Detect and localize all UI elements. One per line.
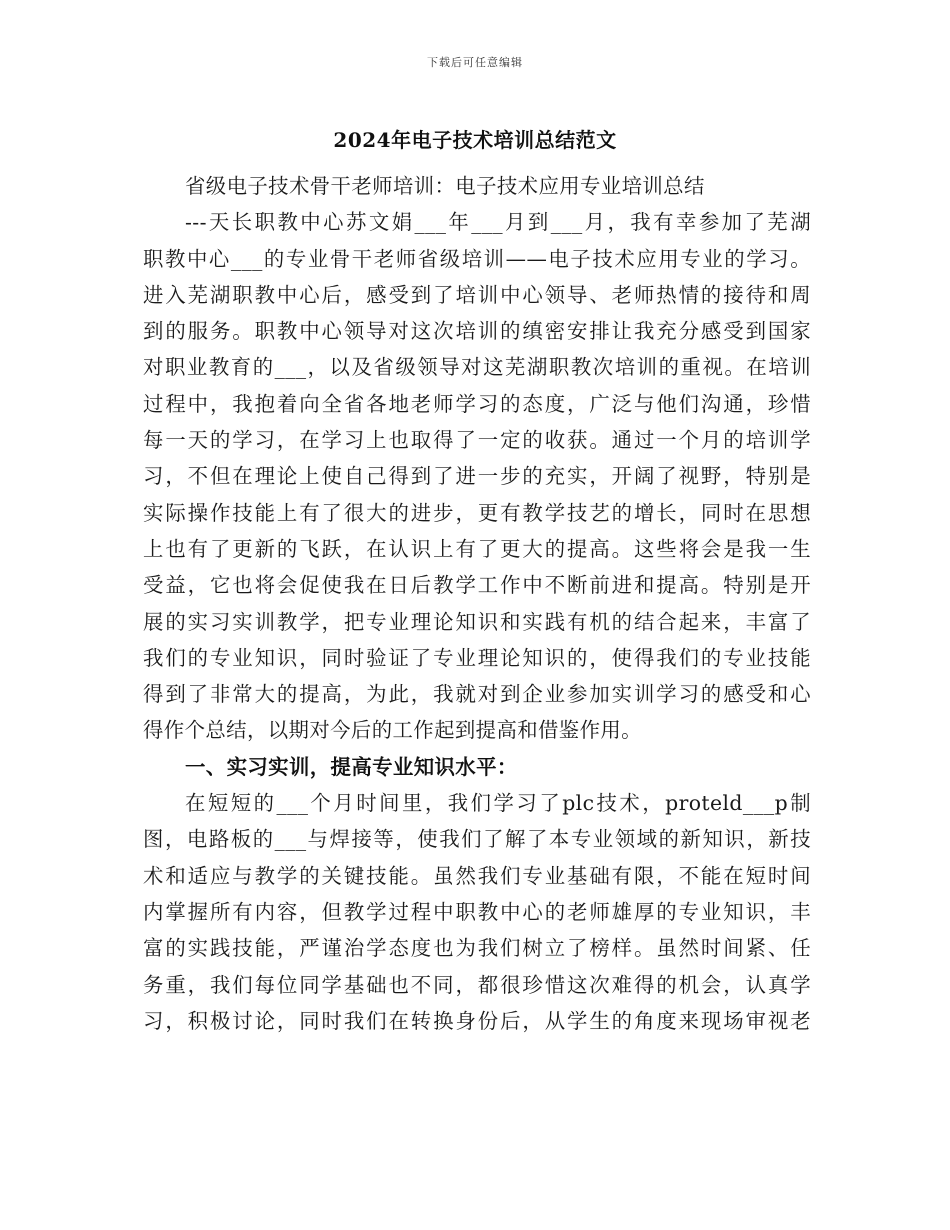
- paragraph-line: 富的实践技能，严谨治学态度也为我们树立了榜样。虽然时间紧、任: [143, 936, 811, 961]
- header-note: 下载后可任意编辑: [427, 56, 523, 69]
- paragraph-line: 得到了非常大的提高，为此，我就对到企业参加实训学习的感受和心: [143, 682, 811, 707]
- paragraph-line: 对职业教育的___，以及省级领导对这芜湖职教次培训的重视。在培训: [143, 355, 811, 380]
- paragraph-line: 过程中，我抱着向全省各地老师学习的态度，广泛与他们沟通，珍惜: [143, 391, 811, 416]
- section-heading: 一、实习实训，提高专业知识水平：: [185, 754, 518, 779]
- paragraph-line: 习，积极讨论，同时我们在转换身份后，从学生的角度来现场审视老: [143, 1008, 811, 1033]
- document-title: 2024年电子技术培训总结范文: [333, 128, 617, 152]
- paragraph-line: 省级电子技术骨干老师培训：电子技术应用专业培训总结: [185, 174, 705, 198]
- paragraph-line: 图，电路板的___与焊接等，使我们了解了本专业领域的新知识，新技: [143, 827, 811, 852]
- document-body: [143, 168, 811, 1039]
- paragraph-line: 上也有了更新的飞跃，在认识上有了更大的提高。这些将会是我一生: [143, 536, 811, 561]
- paragraph-line: 得作个总结，以期对今后的工作起到提高和借鉴作用。: [143, 718, 642, 743]
- paragraph-line: 进入芜湖职教中心后，感受到了培训中心领导、老师热情的接待和周: [143, 282, 811, 307]
- paragraph-line: 到的服务。职教中心领导对这次培训的缜密安排让我充分感受到国家: [143, 319, 811, 344]
- paragraph-line: 我们的专业知识，同时验证了专业理论知识的，使得我们的专业技能: [143, 645, 811, 670]
- paragraph-line: 内掌握所有内容，但教学过程中职教中心的老师雄厚的专业知识，丰: [143, 899, 811, 924]
- paragraph-line: 每一天的学习，在学习上也取得了一定的收获。通过一个月的培训学: [143, 428, 811, 453]
- paragraph-line: 职教中心___的专业骨干老师省级培训——电子技术应用专业的学习。: [143, 246, 811, 271]
- paragraph-line: 术和适应与教学的关键技能。虽然我们专业基础有限，不能在短时间: [143, 863, 811, 888]
- paragraph-line: ---天长职教中心苏文娟___年___月到___月，我有幸参加了芜湖: [185, 210, 811, 235]
- paragraph-line: 务重，我们每位同学基础也不同，都很珍惜这次难得的机会，认真学: [143, 972, 811, 997]
- paragraph-line: 受益，它也将会促使我在日后教学工作中不断前进和提高。特别是开: [143, 573, 811, 598]
- paragraph-line: 展的实习实训教学，把专业理论知识和实践有机的结合起来，丰富了: [143, 609, 811, 634]
- paragraph-line: 在短短的___个月时间里，我们学习了plc技术，proteld___p制: [185, 791, 811, 816]
- paragraph-line: 习，不但在理论上使自己得到了进一步的充实，开阔了视野，特别是: [143, 464, 811, 489]
- paragraph-line: 实际操作技能上有了很大的进步，更有教学技艺的增长，同时在思想: [143, 500, 811, 525]
